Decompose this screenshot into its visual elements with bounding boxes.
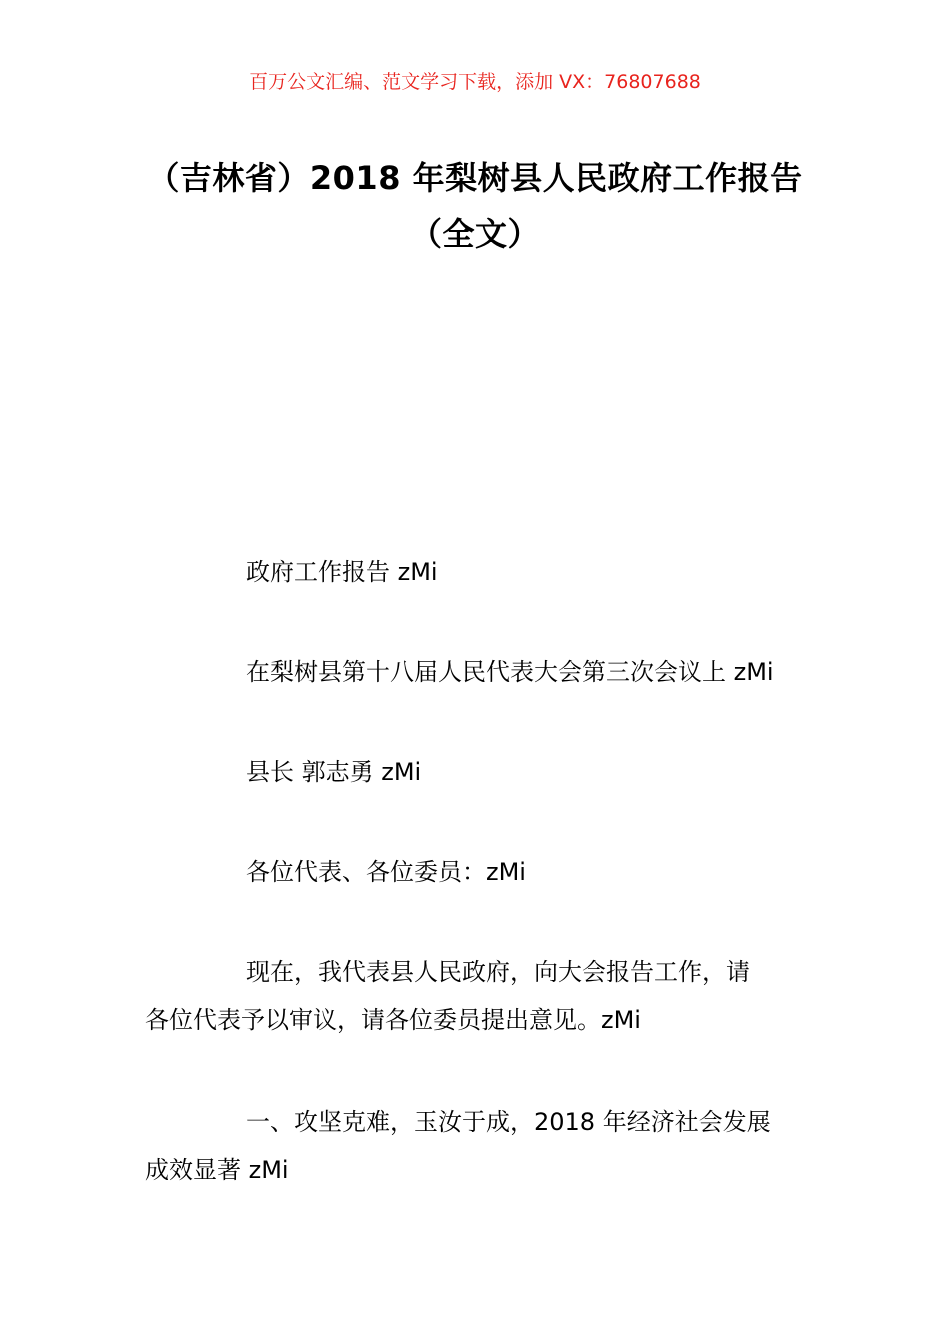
opening-paragraph-line-1: 现在，我代表县人民政府，向大会报告工作，请 [246, 958, 750, 986]
section-one-heading-line-2: 成效显著 zMi [145, 1156, 289, 1184]
section-one-heading [145, 1098, 810, 1194]
report-name-line: 政府工作报告 zMi [246, 558, 438, 586]
section-one-heading-line-1: 一、攻坚克难，玉汝于成，2018 年经济社会发展 [246, 1108, 771, 1136]
meeting-line: 在梨树县第十八届人民代表大会第三次会议上 zMi [246, 658, 774, 686]
speaker-line: 县长 郭志勇 zMi [246, 758, 422, 786]
header-promo-note: 百万公文汇编、范文学习下载，添加 VX：76807688 [249, 71, 701, 93]
salutation-line: 各位代表、各位委员：zMi [246, 858, 526, 886]
opening-paragraph-line-2: 各位代表予以审议，请各位委员提出意见。zMi [145, 1006, 641, 1034]
document-title: （吉林省）2018 年梨树县人民政府工作报告（全文） [147, 159, 803, 253]
opening-paragraph [145, 948, 810, 1044]
